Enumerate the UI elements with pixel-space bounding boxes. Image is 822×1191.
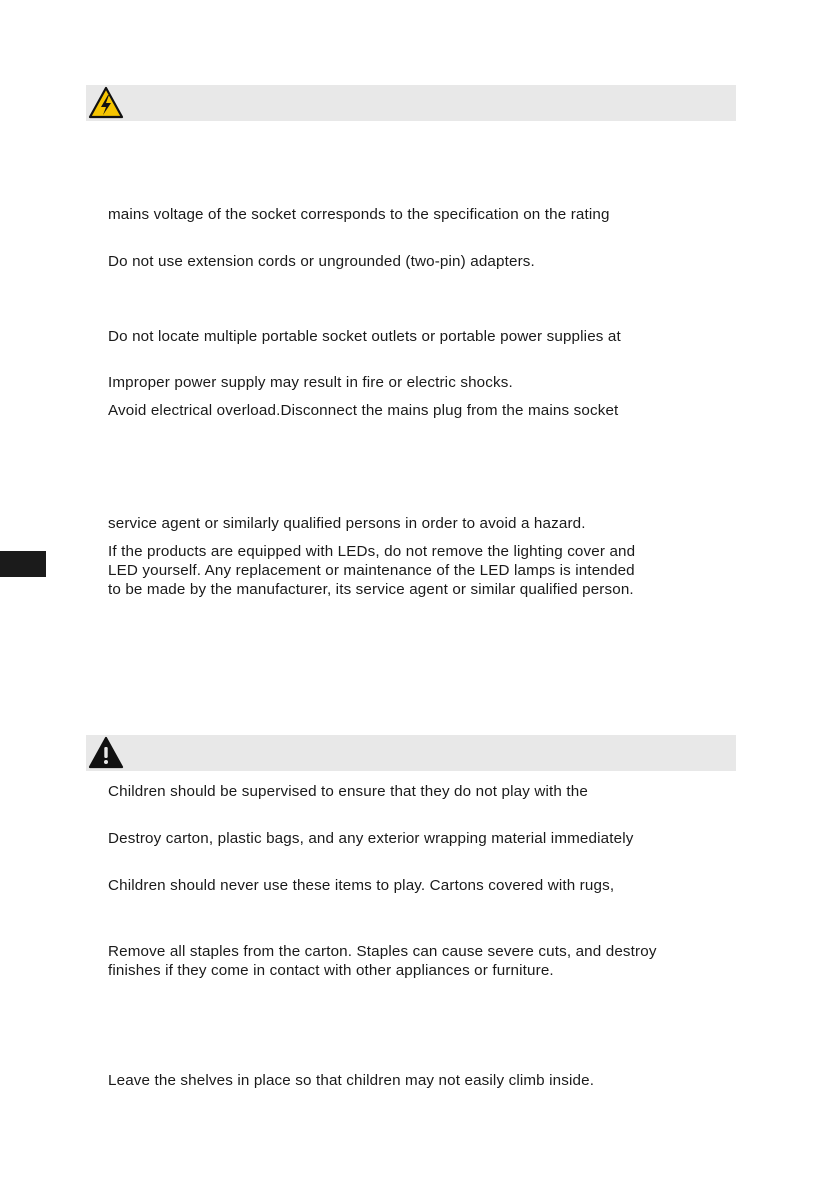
text-line: Children should never use these items to play. Cartons covered with rugs, — [108, 877, 615, 894]
text-line: service agent or similarly qualified persons in order to avoid a hazard. — [108, 515, 586, 532]
text-line: mains voltage of the socket corresponds to the specification on the rating — [108, 206, 610, 223]
electric-hazard-icon — [88, 86, 124, 120]
text-line: finishes if they come in contact with other appliances or furniture. — [108, 962, 554, 979]
text-line: Avoid electrical overload.Disconnect the mains plug from the mains socket — [108, 402, 619, 419]
warning-icon — [88, 736, 124, 770]
text-line: to be made by the manufacturer, its service agent or similar qualified person. — [108, 581, 634, 598]
text-line: Improper power supply may result in fire or electric shocks. — [108, 374, 513, 391]
text-line: If the products are equipped with LEDs, do not remove the lighting cover and — [108, 543, 636, 560]
section-tab-marker — [0, 551, 46, 577]
text-line: LED yourself. Any replacement or maintenance of the LED lamps is intended — [108, 562, 635, 579]
text-line: Children should be supervised to ensure that they do not play with the — [108, 783, 588, 800]
warning-banner — [86, 735, 736, 771]
text-line: Do not locate multiple portable socket outlets or portable power supplies at — [108, 328, 621, 345]
text-line: Leave the shelves in place so that children may not easily climb inside. — [108, 1072, 595, 1089]
text-line: Remove all staples from the carton. Staples can cause severe cuts, and destroy — [108, 943, 657, 960]
text-line: Destroy carton, plastic bags, and any exterior wrapping material immediately — [108, 830, 634, 847]
electric-hazard-banner — [86, 85, 736, 121]
text-line: Do not use extension cords or ungrounded (two-pin) adapters. — [108, 253, 535, 270]
